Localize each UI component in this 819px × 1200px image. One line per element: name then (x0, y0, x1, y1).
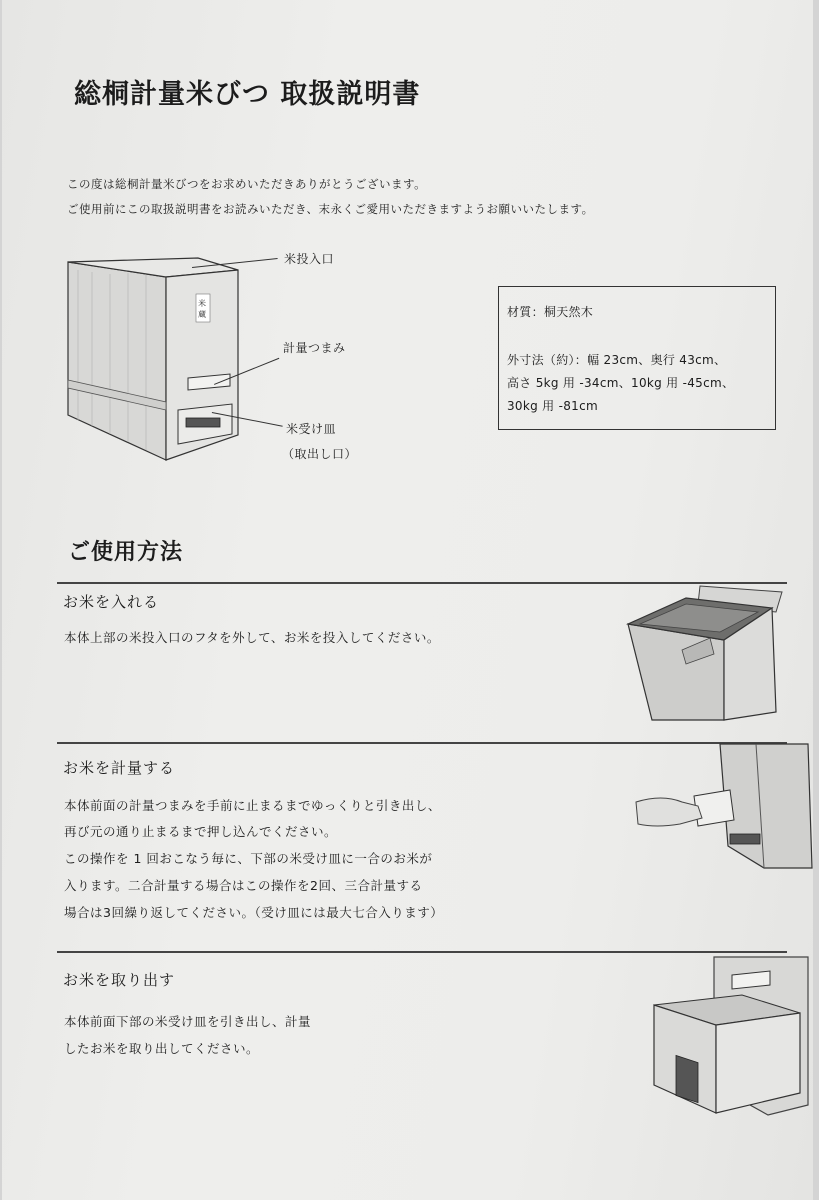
step-1-title: お米を入れる (63, 593, 160, 611)
step-2-line-2: 再び元の通り止まるまで押し込んでください。 (64, 824, 338, 839)
step-2-line-4: 入ります。二合計量する場合はこの操作を2回、三合計量する (64, 878, 423, 893)
step-2-line-5: 場合は3回繰り返してください。（受け皿には最大七合入ります） (64, 905, 444, 920)
step-3-illustration (650, 955, 810, 1125)
label-tray-sub: （取出し口） (282, 447, 358, 461)
step-2-illustration (632, 742, 812, 874)
rice-box-diagram (62, 250, 262, 465)
step-1-line-1: 本体上部の米投入口のフタを外して、お米を投入してください。 (64, 630, 440, 645)
instruction-sheet (2, 0, 813, 1200)
spec-box (498, 286, 776, 430)
intro-line-2: ご使用前にこの取扱説明書をお読みいただき、末永くご愛用いただきますようお願いいたします。 (67, 202, 594, 216)
step-3-title: お米を取り出す (63, 971, 176, 989)
spec-material: 材質：桐天然木 (507, 305, 594, 319)
usage-heading: ご使用方法 (68, 540, 184, 565)
label-knob: 計量つまみ (283, 341, 346, 355)
label-tray: 米受け皿 (286, 422, 337, 436)
intro-line-1: この度は総桐計量米びつをお求めいただきありがとうございます。 (67, 177, 427, 191)
step-2-line-1: 本体前面の計量つまみを手前に止まるまでゆっくりと引き出し、 (64, 798, 441, 813)
step-3-line-2: したお米を取り出してください。 (64, 1041, 260, 1056)
step-2-title: お米を計量する (63, 759, 176, 777)
document-title: 総桐計量米びつ 取扱説明書 (74, 79, 421, 110)
label-inlet: 米投入口 (284, 252, 335, 266)
svg-text:米: 米 (198, 299, 206, 308)
svg-text:蔵: 蔵 (198, 310, 206, 319)
spec-dims-3: 30kg 用 -81cm (507, 399, 598, 413)
spec-dims-1: 外寸法（約）：幅 23cm、奥行 43cm、 (507, 353, 727, 367)
step-1-illustration (624, 582, 784, 722)
section-divider-3 (57, 951, 787, 953)
step-3-line-1: 本体前面下部の米受け皿を引き出し、計量 (64, 1014, 312, 1029)
step-2-line-3: この操作を 1 回おこなう毎に、下部の米受け皿に一合のお米が (64, 851, 433, 866)
spec-dims-2: 高さ 5kg 用 -34cm、10kg 用 -45cm、 (507, 376, 735, 390)
